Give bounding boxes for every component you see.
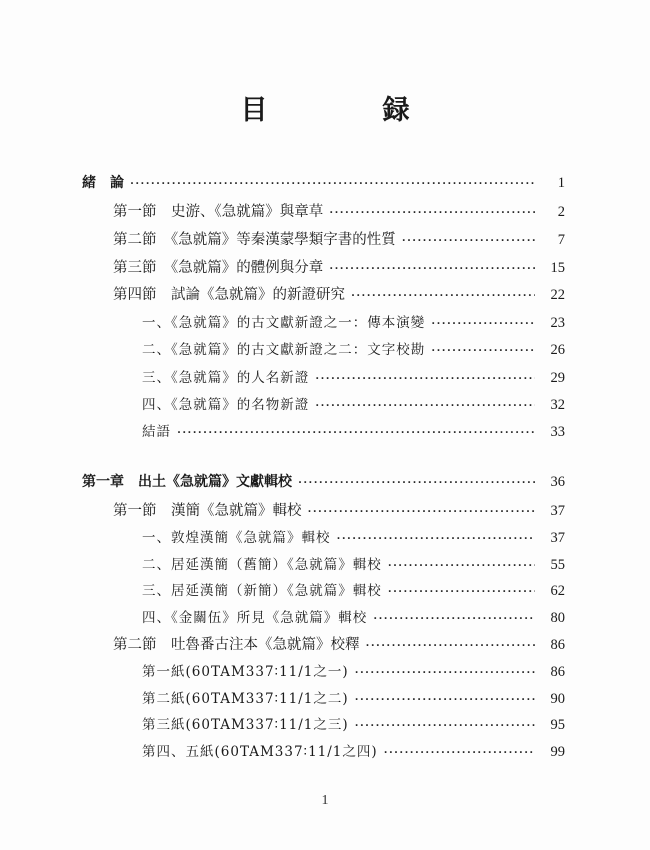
page-title: 目 録 <box>240 95 454 126</box>
toc-entry[interactable] <box>142 606 565 628</box>
dot-leader <box>337 531 536 546</box>
toc-entry-page: 62 <box>550 583 565 599</box>
dot-leader <box>366 638 536 653</box>
dot-leader <box>388 558 535 573</box>
dot-leader <box>315 371 535 386</box>
toc-entry-page: 7 <box>557 232 565 248</box>
toc-entry-label: 緒 論 <box>82 175 124 191</box>
toc-entry-label: 第三節 《急就篇》的體例與分章 <box>113 260 324 276</box>
toc-entry-label: 三、《急就篇》的人名新證 <box>142 370 310 386</box>
toc-entry-label: 四、《金關伍》所見《急就篇》輯校 <box>142 610 368 626</box>
toc-entry-page: 32 <box>550 397 565 413</box>
toc-entry[interactable] <box>113 499 565 521</box>
toc-entry[interactable] <box>82 172 565 194</box>
toc-entry-label: 第一紙(60TAM337∶11/1之一) <box>142 664 349 680</box>
toc-entry-page: 37 <box>550 530 565 546</box>
toc-entry-page: 29 <box>550 370 565 386</box>
toc-entry-page: 99 <box>550 744 565 760</box>
toc-entry-label: 結語 <box>142 424 171 440</box>
dot-leader <box>431 316 535 331</box>
dot-leader <box>402 233 535 248</box>
toc-entry-page: 36 <box>550 474 565 490</box>
toc-entry-label: 第二節 《急就篇》等秦漢蒙學類字書的性質 <box>113 232 396 248</box>
dot-leader <box>388 584 535 599</box>
dot-leader <box>315 398 535 413</box>
dot-leader <box>329 261 535 276</box>
toc-entry-page: 90 <box>550 691 565 707</box>
dot-leader <box>355 692 535 707</box>
toc-entry[interactable] <box>113 633 565 655</box>
toc-entry[interactable] <box>113 228 565 250</box>
dot-leader <box>355 718 535 733</box>
toc-entry-page: 55 <box>550 557 565 573</box>
toc-entry-page: 15 <box>550 260 565 276</box>
toc-entry[interactable] <box>142 687 565 709</box>
dot-leader <box>355 665 535 680</box>
toc-entry-label: 一、敦煌漢簡《急就篇》輯校 <box>142 530 331 546</box>
toc-entry[interactable] <box>142 311 565 333</box>
dot-leader <box>298 475 535 490</box>
toc-entry-page: 23 <box>550 315 565 331</box>
page-number: 1 <box>321 793 329 808</box>
toc-entry-label: 一、《急就篇》的古文獻新證之一：傳本演變 <box>142 315 426 331</box>
toc-entry-label: 三、居延漢簡（新簡）《急就篇》輯校 <box>142 583 382 599</box>
toc-entry[interactable] <box>142 420 565 442</box>
toc-entry[interactable] <box>142 579 565 601</box>
toc-entry-page: 86 <box>550 637 565 653</box>
dot-leader <box>130 176 535 191</box>
toc-entry-page: 95 <box>550 717 565 733</box>
toc-entry-page: 2 <box>557 204 565 220</box>
toc-entry[interactable] <box>142 660 565 682</box>
toc-entry[interactable] <box>142 338 565 360</box>
toc-entry-page: 22 <box>550 287 565 303</box>
toc-entry[interactable] <box>82 471 565 493</box>
toc-entry[interactable] <box>113 256 565 278</box>
toc-entry[interactable] <box>142 740 565 762</box>
toc-entry-label: 第二節 吐魯番古注本《急就篇》校釋 <box>113 637 360 653</box>
toc-entry[interactable] <box>113 283 565 305</box>
dot-leader <box>308 504 536 519</box>
toc-entry-page: 37 <box>550 503 565 519</box>
toc-entry-page: 80 <box>550 610 565 626</box>
toc-entry-label: 二、居延漢簡（舊簡）《急就篇》輯校 <box>142 557 382 573</box>
toc-entry-page: 86 <box>550 664 565 680</box>
toc-entry-label: 第一節 漢簡《急就篇》輯校 <box>113 503 302 519</box>
dot-leader <box>431 343 535 358</box>
toc-entry-label: 第一節 史游、《急就篇》與章草 <box>113 204 324 220</box>
toc-entry[interactable] <box>142 393 565 415</box>
toc-entry[interactable] <box>142 713 565 735</box>
toc-entry[interactable] <box>113 200 565 222</box>
toc-entry-label: 第四節 試論《急就篇》的新證研究 <box>113 287 345 303</box>
toc-entry-label: 第三紙(60TAM337∶11/1之三) <box>142 717 349 733</box>
dot-leader <box>177 425 535 440</box>
toc-entry-page: 1 <box>557 175 565 191</box>
toc-entry-label: 四、《急就篇》的名物新證 <box>142 397 310 413</box>
toc-entry[interactable] <box>142 553 565 575</box>
toc-entry-page: 26 <box>550 342 565 358</box>
toc-entry-page: 33 <box>550 424 565 440</box>
toc-entry-label: 二、《急就篇》的古文獻新證之二：文字校勘 <box>142 342 426 358</box>
toc-entry-label: 第一章 出土《急就篇》文獻輯校 <box>82 474 292 490</box>
dot-leader <box>384 745 535 760</box>
dot-leader <box>329 205 535 220</box>
toc-entry[interactable] <box>142 366 565 388</box>
dot-leader <box>351 288 535 303</box>
dot-leader <box>373 611 535 626</box>
toc-entry-label: 第四、五紙(60TAM337∶11/1之四) <box>142 744 378 760</box>
toc-entry[interactable] <box>142 526 565 548</box>
toc-entry-label: 第二紙(60TAM337∶11/1之二) <box>142 691 349 707</box>
